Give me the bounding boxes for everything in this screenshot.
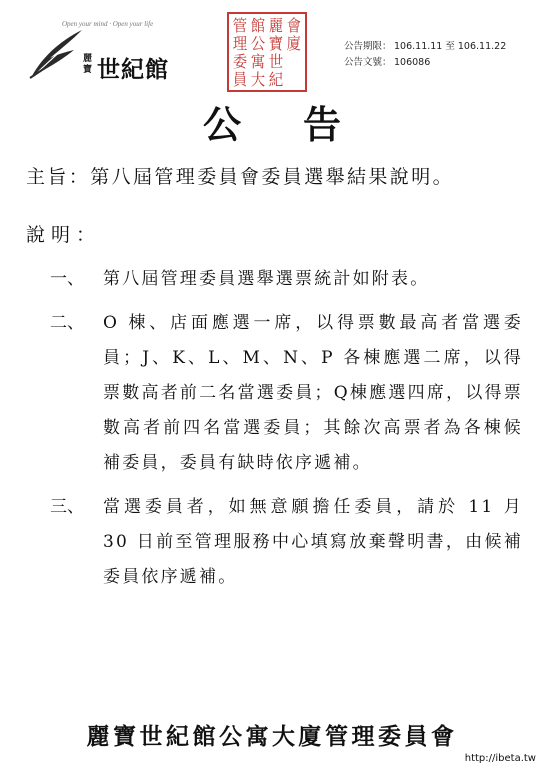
notice-period-value: 106.11.11 至 106.11.22: [394, 41, 507, 52]
item-text: 第八屆管理委員選舉選票統計如附表。: [103, 269, 430, 289]
description-items: [50, 262, 530, 604]
list-item: [50, 262, 530, 297]
logo-brand-small: 麗寶: [83, 54, 93, 75]
notice-period-label: 公告期限：: [344, 41, 392, 52]
list-item: [50, 490, 530, 595]
item-number: 一、: [50, 269, 84, 289]
logo-brand-name: 世紀館: [97, 56, 169, 83]
official-seal-stamp: [227, 12, 307, 92]
seal-character: 寓: [250, 52, 266, 71]
description-label: 說明：: [26, 224, 102, 246]
item-text: 當選委員者，如無意願擔任委員，請於 11 月 30 日前至管理服務中心填寫放棄聲明書，由候補委員依序遞補。: [103, 497, 523, 587]
item-number: 三、: [50, 497, 84, 517]
issuer-signature: 麗寶世紀館公寓大廈管理委員會: [86, 723, 458, 750]
notice-doc-number-label: 公告文號：: [344, 57, 392, 68]
seal-character: 委: [232, 52, 248, 71]
seal-character: 大: [250, 70, 266, 89]
seal-character: 廈: [286, 34, 302, 53]
seal-character: 理: [232, 34, 248, 53]
page-title: 公告: [202, 102, 403, 147]
seal-character: 麗: [268, 16, 284, 35]
item-text: O 棟、店面應選一席，以得票數最高者當選委員；J、K、L、M、N、P 各棟應選二席，以得票數高者前二名當選委員；Q棟應選四席，以得票數高者前四名當選委員；其餘次高票者為各棟候補委員，委員有缺時依序遞補。: [103, 313, 523, 473]
notice-period: [344, 39, 506, 55]
seal-character: 紀: [268, 70, 284, 89]
notice-meta: [344, 39, 506, 71]
seal-character: 館: [250, 16, 266, 35]
subject-line: 主旨：第八屆管理委員會委員選舉結果說明。: [26, 166, 455, 188]
notice-doc-number-value: 106086: [394, 57, 431, 68]
seal-character: 寶: [268, 34, 284, 53]
logo: [28, 18, 178, 84]
watermark-url: http://ibeta.tw: [464, 753, 536, 764]
seal-character: 管: [232, 16, 248, 35]
notice-doc-number: [344, 55, 506, 71]
quill-logo-icon: [28, 28, 84, 80]
seal-character: 員: [232, 70, 248, 89]
list-item: [50, 306, 530, 481]
logo-tagline: Open your mind · Open your life: [62, 20, 154, 28]
seal-character: 會: [286, 16, 302, 35]
item-number: 二、: [50, 313, 84, 333]
seal-character: 公: [250, 34, 266, 53]
seal-character: 世: [268, 52, 284, 71]
